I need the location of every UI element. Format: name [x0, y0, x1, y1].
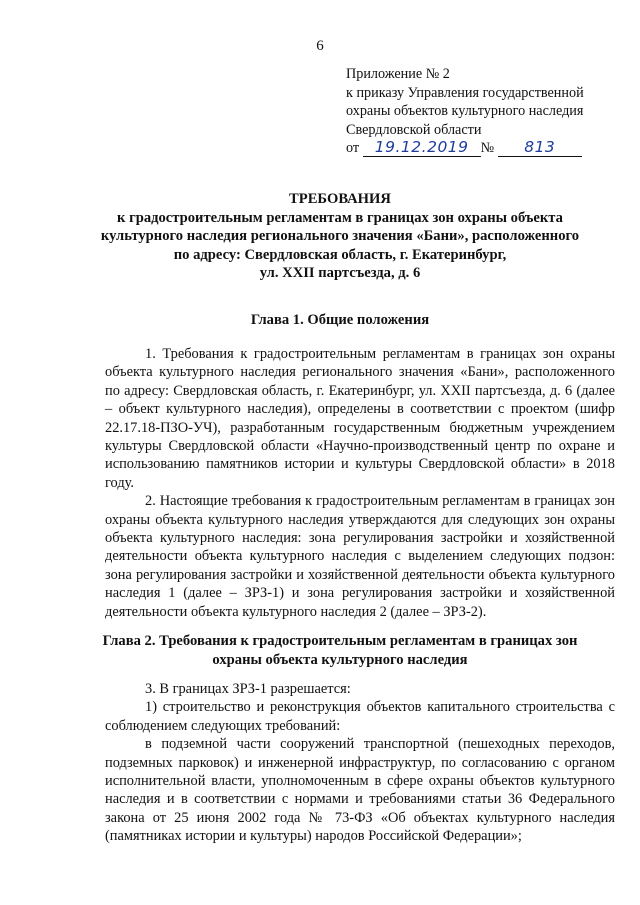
appendix-line-3: охраны объектов культурного наследия: [346, 103, 584, 120]
appendix-block: [346, 65, 636, 158]
date-handwritten: 19.12.2019: [374, 138, 469, 157]
number-handwritten: 813: [524, 138, 556, 157]
title-line-2: к градостроительным регламентам в границах зон охраны объекта: [117, 209, 563, 226]
chapter-1-heading: Глава 1. Общие положения: [250, 312, 430, 328]
page-number: 6: [316, 38, 324, 54]
title-line-1: ТРЕБОВАНИЯ: [289, 191, 391, 207]
date-field: [363, 140, 481, 157]
chapter-1-body: [105, 345, 615, 621]
title-line-5: ул. XXII партсъезда, д. 6: [259, 265, 421, 281]
number-prefix: №: [480, 140, 495, 157]
date-prefix: от: [346, 140, 360, 157]
paragraph-1: 1. Требования к градостроительным регламентам в границах зон охраны объекта культурного наследия регионального значения «Бани», расположенного по адресу: Свердловская область, г. Екатеринбург, ул. XXII партсъезда, д. 6 (далее – объект культурного наследия), определены в соответствии с проектом (шифр 22.17.18-ПЗО-УЧ), разработанным государственным бюджетным учреждением культуры Свердловской области «Научно-производственный центр по охране и использованию памятников истории и культуры Свердловской области» в 2018 году.: [105, 346, 615, 491]
chapter-2-heading-line-2: охраны объекта культурного наследия: [212, 651, 468, 668]
appendix-line-4: Свердловской области: [346, 121, 482, 138]
chapter-2-heading-line-1: Глава 2. Требования к градостроительным регламентам в границах зон: [102, 633, 578, 649]
number-field: [498, 140, 582, 157]
chapter-2-body: [105, 680, 615, 846]
paragraph-5: в подземной части сооружений транспортной (пешеходных переходов, подземных парковок) и инженерной инфраструктур, по согласованию с органом исполнительной власти, уполномоченным в сфере охраны объектов культурного наследия и в соответствии с нормами и требованиями статьи 36 Федерального закона от 25 июня 2002 года № 73-ФЗ «Об объектах культурного наследия (памятниках истории и культуры) народов Российской Федерации»;: [105, 736, 615, 845]
paragraph-4: 1) строительство и реконструкция объектов капитального строительства с соблюдением следующих требований:: [105, 699, 615, 734]
title-line-4: по адресу: Свердловская область, г. Екатеринбург,: [173, 246, 507, 263]
title-line-3: культурного наследия регионального значения «Бани», расположенного: [100, 228, 580, 244]
paragraph-3: 3. В границах ЗРЗ-1 разрешается:: [145, 681, 351, 697]
paragraph-2: 2. Настоящие требования к градостроительным регламентам в границах зон охраны объекта культурного наследия утверждаются для следующих зон охраны объекта культурного наследия: зона регулирования застройки и хозяйственной деятельности объекта культурного наследия с выделением следующих подзон: зона регулирования застройки и хозяйственной деятельности объекта культурного наследия 1 (далее – ЗРЗ-1) и зона регулирования застройки и хозяйственной деятельности объекта культурного наследия 2 (далее – ЗРЗ-2).: [105, 493, 615, 620]
appendix-line-1: Приложение № 2: [346, 66, 450, 82]
document-title: [40, 190, 640, 283]
chapter-2-heading: [40, 632, 640, 669]
appendix-line-2: к приказу Управления государственной: [346, 84, 584, 101]
appendix-date-line: [346, 139, 636, 158]
